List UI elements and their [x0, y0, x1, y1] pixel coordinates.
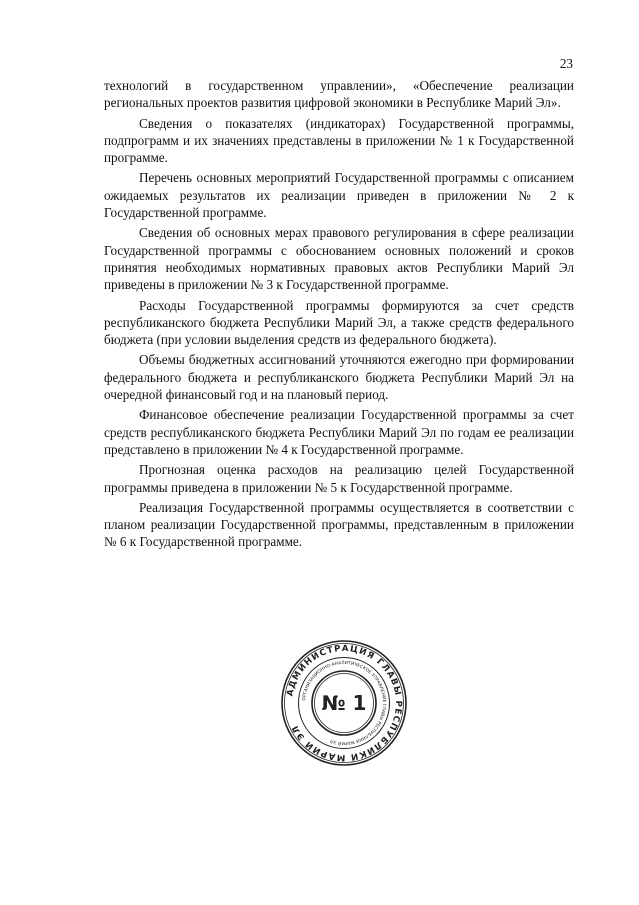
paragraph: Реализация Государственной программы осуществляется в соответствии с планом реализации Государственной программы, представленным в приложении № 6 к Государственной программе.	[104, 499, 574, 550]
seal-center-text: № 1	[321, 691, 367, 715]
paragraph: Объемы бюджетных ассигнований уточняются ежегодно при формировании федерального бюджета и республиканского бюджета Республики Марий Эл на очередной финансовый год и на плановый период.	[104, 352, 574, 403]
paragraph: Расходы Государственной программы формируются за счет средств республиканского бюджета Республики Марий Эл, а также средств федерального бюджета (при условии выделения средств из федерального бюджета).	[104, 297, 574, 348]
document-body	[104, 77, 574, 554]
paragraph: технологий в государственном управлении», «Обеспечение реализации региональных проектов развития цифровой экономики в Республике Марий Эл».	[104, 78, 574, 111]
official-seal	[280, 639, 408, 767]
paragraph: Сведения об основных мерах правового регулирования в сфере реализации Государственной программы с обоснованием основных положений и сроков принятия необходимых нормативных правовых актов Республики Марий Эл приведены в приложении № 3 к Государственной программе.	[104, 225, 574, 293]
seal-inner-text: ОРГАНИЗАЦИОННО-АНАЛИТИЧЕСКОЕ УПРАВЛЕНИЕ ГЛАВЫ РЕСПУБЛИКИ МАРИЙ ЭЛ	[302, 660, 387, 746]
seal-outer-text: АДМИНИСТРАЦИЯ ГЛАВЫ РЕСПУБЛИКИ МАРИЙ ЭЛ	[285, 643, 404, 763]
paragraph: Перечень основных мероприятий Государственной программы с описанием ожидаемых результатов их реализации приведен в приложении № 2 к Государственной программе.	[104, 170, 574, 221]
paragraph: Сведения о показателях (индикаторах) Государственной программы, подпрограмм и их значениях представлены в приложении № 1 к Государственной программе.	[104, 115, 574, 166]
paragraph: Финансовое обеспечение реализации Государственной программы за счет средств республиканского бюджета Республики Марий Эл по годам ее реализации представлено в приложении № 4 к Государственной программе.	[104, 407, 574, 457]
paragraph: Прогнозная оценка расходов на реализацию целей Государственной программы приведена в приложении № 5 к Государственной программе.	[104, 462, 574, 495]
page-number: 23	[559, 56, 573, 71]
